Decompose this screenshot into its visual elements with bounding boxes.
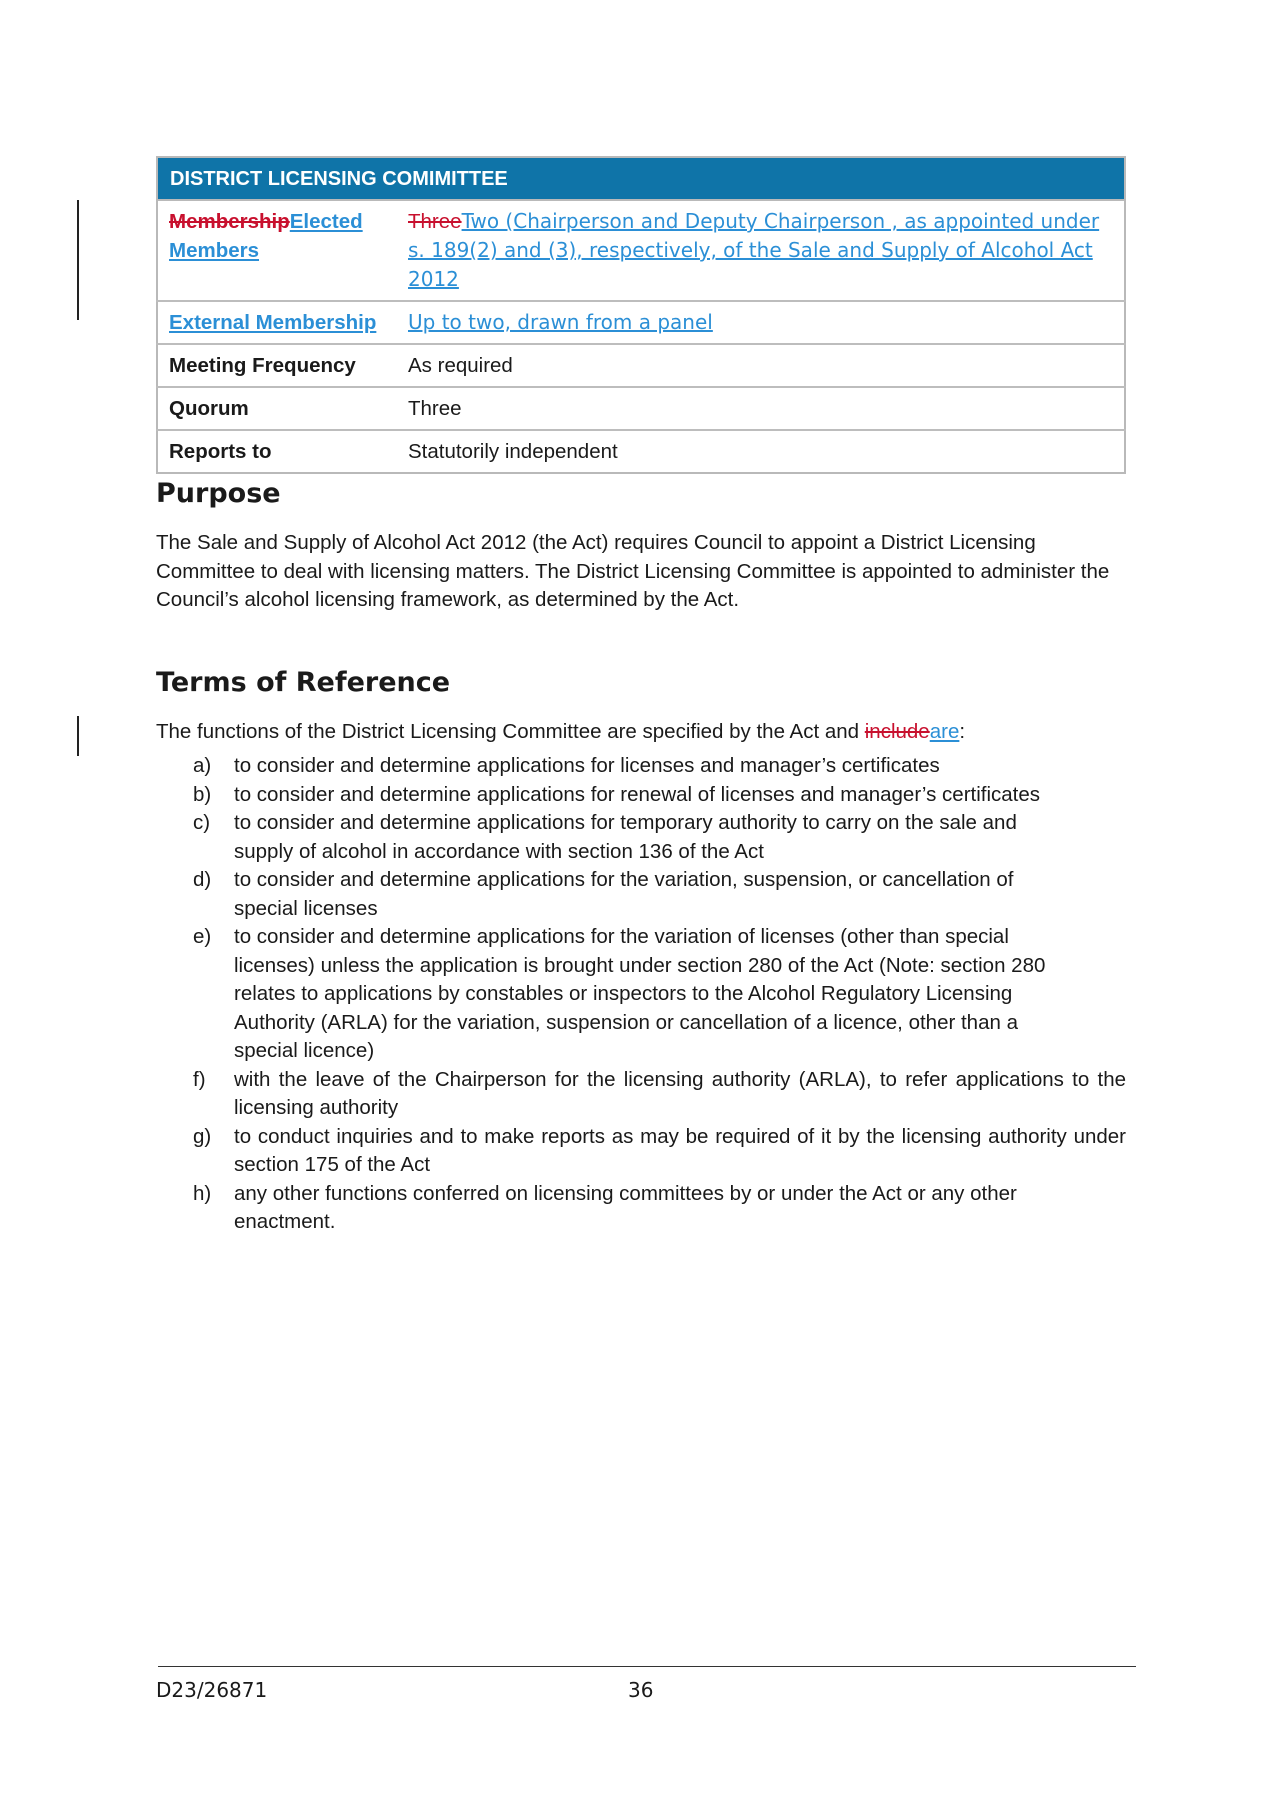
list-item — [156, 1066, 1126, 1123]
terms-list — [156, 752, 1126, 1237]
inserted-text: Elected Members — [169, 210, 363, 262]
list-marker: h) — [193, 1181, 212, 1205]
membership-value — [397, 200, 1125, 301]
committee-table — [156, 156, 1126, 474]
list-item-text: to conduct inquiries and to make reports as may be required of it by the licensing authority under section 175 of the Act — [234, 1124, 1126, 1176]
list-item-text: any other functions conferred on licensing committees by or under the Act or any other enactment. — [234, 1181, 1017, 1233]
list-marker: f) — [193, 1067, 206, 1091]
table-row-meeting-frequency — [157, 344, 1125, 387]
list-item — [156, 809, 1126, 866]
list-item-text: with the leave of the Chairperson for the licensing authority (ARLA), to refer applications to the licensing authority — [234, 1067, 1126, 1119]
list-item-text: to consider and determine applications for temporary authority to carry on the sale and supply of alcohol in accordance with section 136 of the Act — [234, 811, 1017, 863]
terms-heading: Terms of Reference — [156, 667, 451, 698]
list-marker: e) — [193, 925, 212, 948]
list-item — [156, 1180, 1126, 1237]
terms-intro — [156, 718, 1126, 747]
list-marker: d) — [193, 868, 212, 891]
membership-label — [157, 200, 397, 301]
list-item — [156, 923, 1126, 1066]
change-bar-terms — [77, 716, 79, 756]
table-row-quorum — [157, 387, 1125, 430]
meeting-frequency-value: As required — [397, 344, 1125, 387]
inserted-text: are — [929, 720, 960, 743]
deleted-text: Three — [408, 210, 462, 233]
deleted-text: include — [864, 720, 930, 743]
list-item — [156, 781, 1126, 810]
table-row-reports-to — [157, 430, 1125, 473]
reports-to-label: Reports to — [157, 430, 397, 473]
footer-rule — [158, 1666, 1136, 1667]
footer-doc-ref: D23/26871 — [156, 1678, 268, 1702]
meeting-frequency-label: Meeting Frequency — [157, 344, 397, 387]
table-row-external-membership — [157, 301, 1125, 344]
list-item — [156, 866, 1126, 923]
list-marker: c) — [193, 811, 211, 834]
list-item-text: to consider and determine applications for licenses and manager’s certificates — [234, 754, 940, 777]
quorum-value: Three — [397, 387, 1125, 430]
list-marker: a) — [193, 754, 212, 777]
list-item-text: to consider and determine applications for the variation, suspension, or cancellation of special licenses — [234, 868, 1014, 920]
external-membership-value — [397, 301, 1125, 344]
deleted-text: Membership — [169, 210, 290, 233]
terms-intro-colon: : — [959, 720, 966, 743]
quorum-label: Quorum — [157, 387, 397, 430]
list-marker: b) — [193, 782, 212, 806]
purpose-paragraph: The Sale and Supply of Alcohol Act 2012 (the Act) requires Council to appoint a District Licensing Committee to deal with licensing matters. The District Licensing Committee is appointed to administer the Council’s alcohol licensing framework, as determined by the Act. — [156, 531, 1110, 611]
table-header: DISTRICT LICENSING COMIMITTEE — [157, 157, 1125, 200]
external-membership-label — [157, 301, 397, 344]
table-row-membership — [157, 200, 1125, 301]
inserted-text: External Membership — [169, 311, 377, 334]
list-item-text: to consider and determine applications for renewal of licenses and manager’s certificates — [234, 782, 1041, 806]
list-marker: g) — [193, 1124, 212, 1148]
reports-to-value: Statutorily independent — [397, 430, 1125, 473]
inserted-text: Two (Chairperson and Deputy Chairperson , as appointed under s. 189(2) and (3), respectively, of the Sale and Supply of Alcohol Act 2012 — [408, 209, 1100, 291]
purpose-heading: Purpose — [156, 478, 281, 509]
change-bar-table — [77, 200, 79, 320]
terms-intro-text: The functions of the District Licensing Committee are specified by the Act and — [156, 720, 865, 743]
list-item — [156, 1123, 1126, 1180]
inserted-text: Up to two, drawn from a panel — [408, 310, 713, 334]
footer-page-number: 36 — [628, 1678, 654, 1702]
list-item-text: to consider and determine applications for the variation of licenses (other than special licenses) unless the application is brought under section 280 of the Act (Note: section 280 relates to applications by constables or inspectors to the Alcohol Regulatory Licensing Authority (ARLA) for the variation, suspension or cancellation of a licence, other than a special licence) — [234, 925, 1046, 1062]
list-item — [156, 752, 1126, 781]
